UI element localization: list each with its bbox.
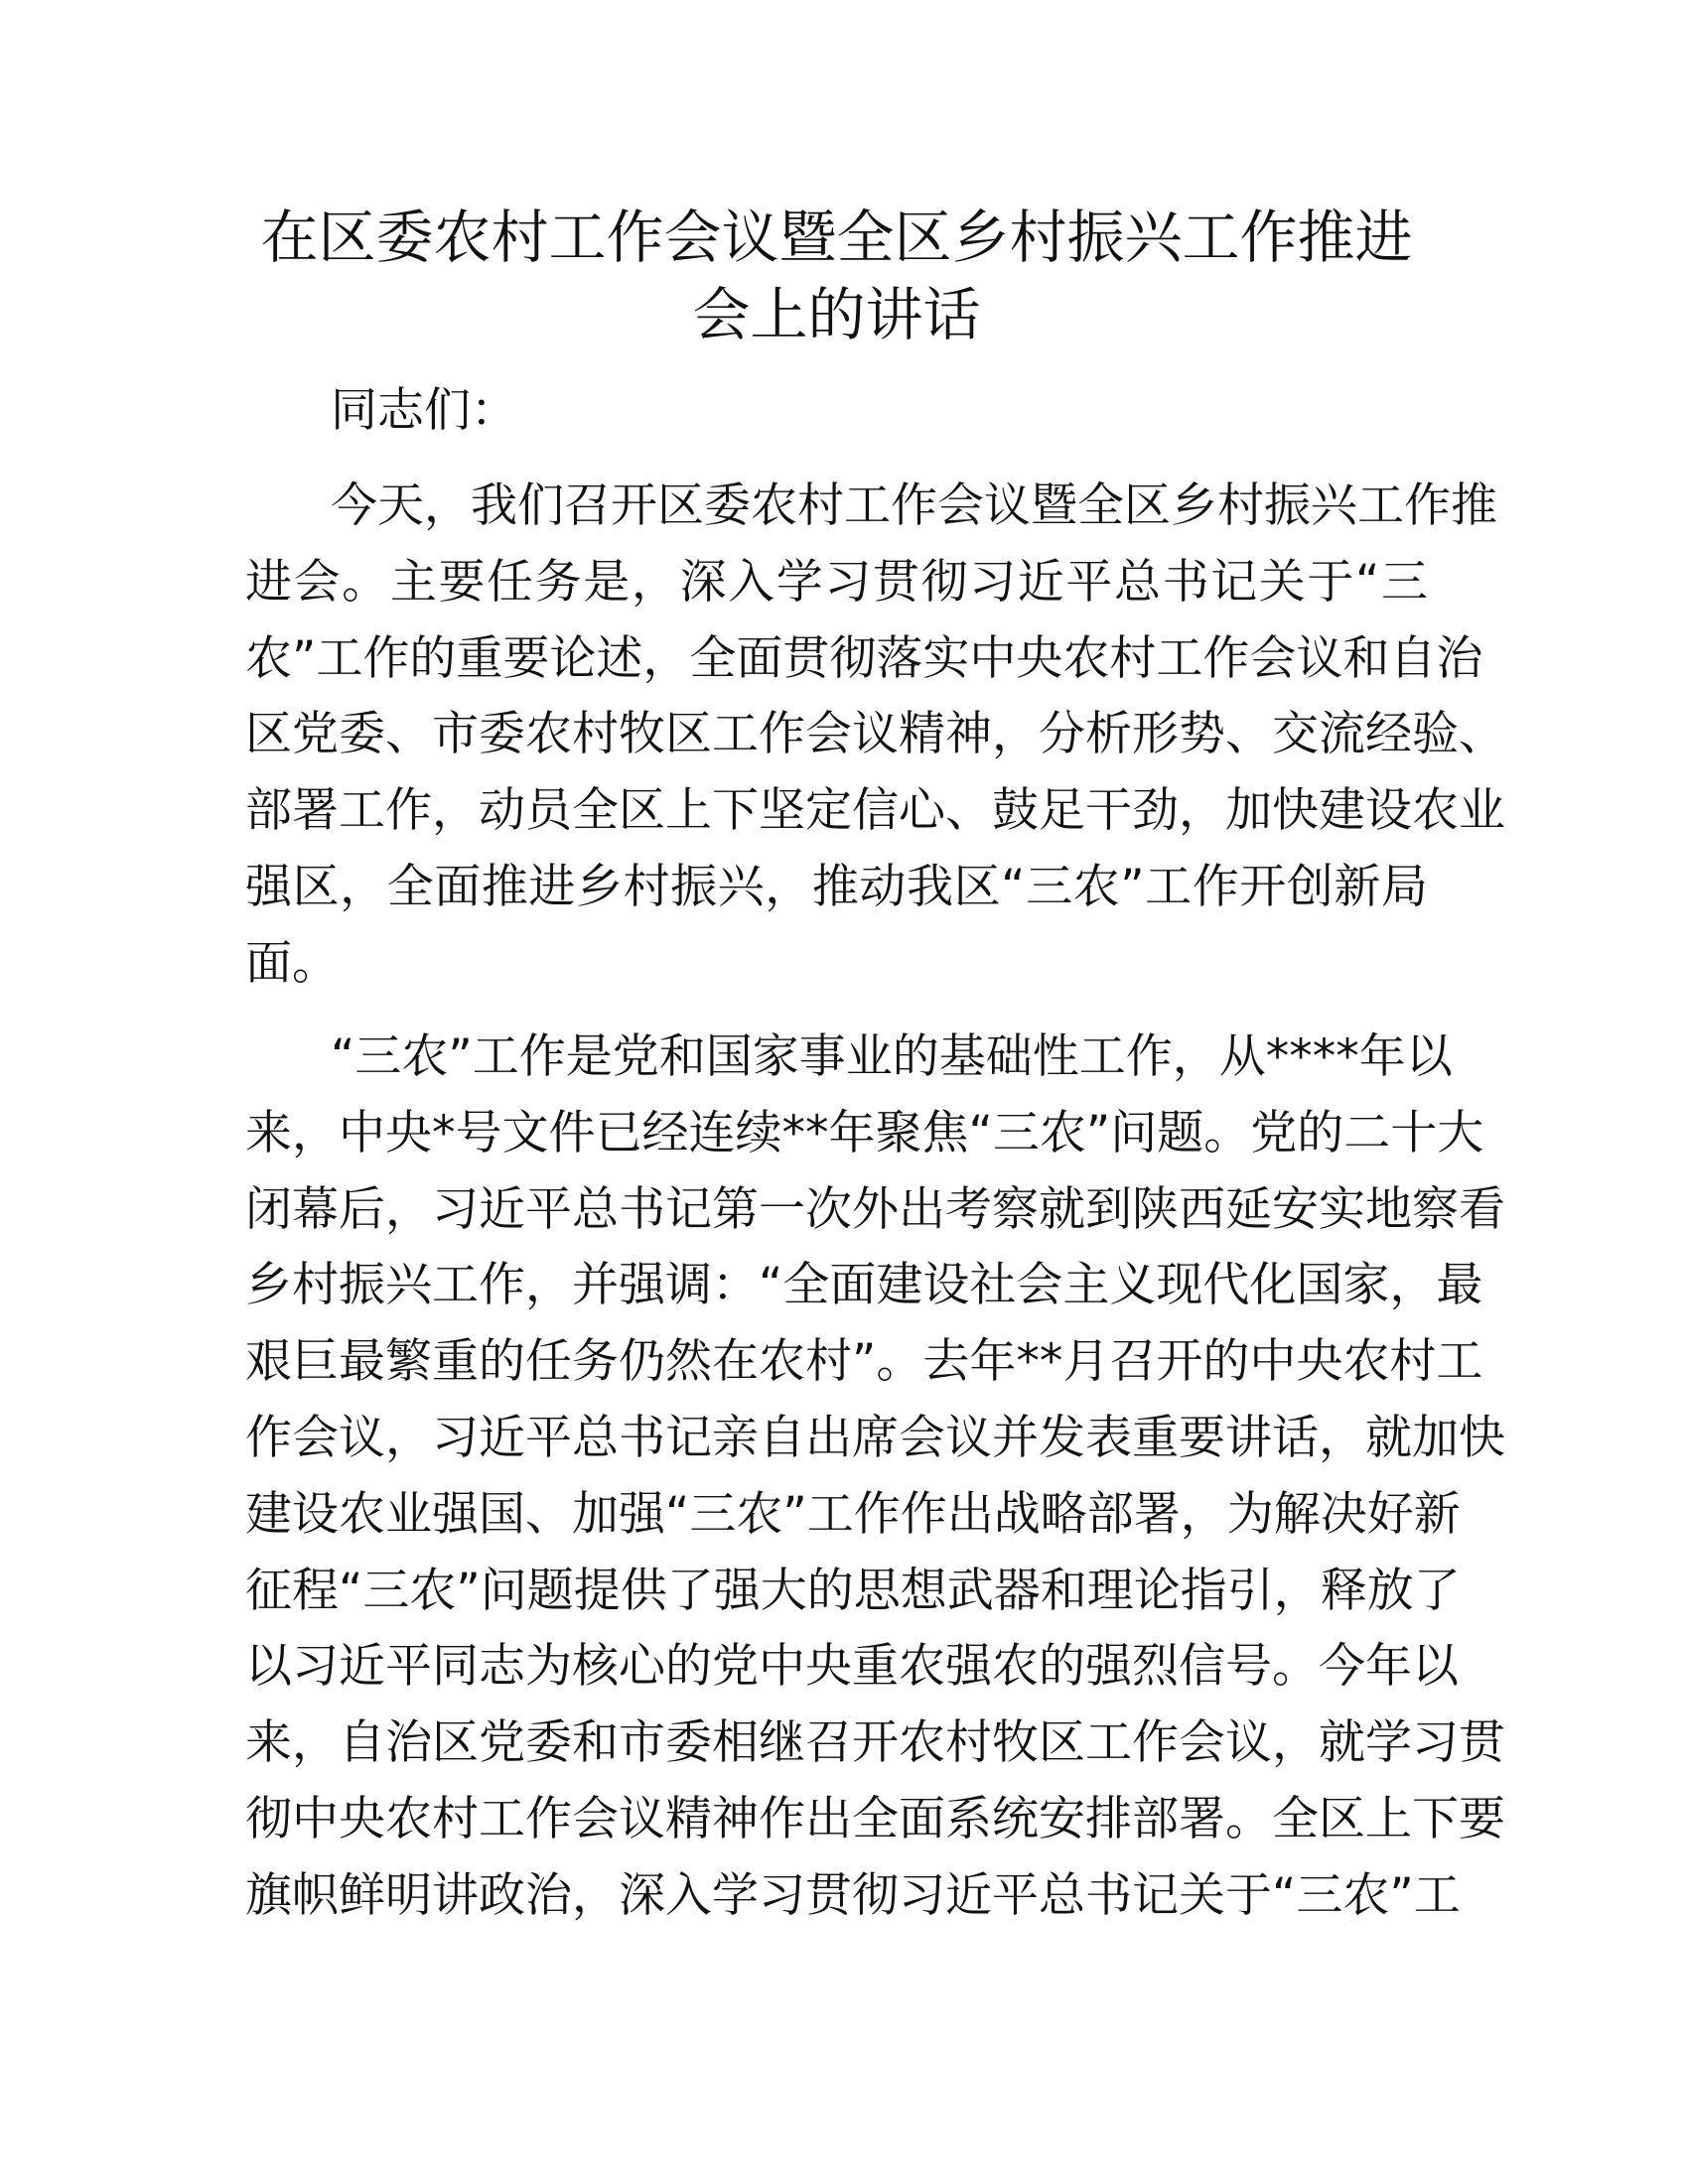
paragraph-2-line: 建设农业强国、加强“三农”工作作出战略部署，为解决好新 [245, 1486, 1461, 1542]
paragraph-1-line: 今天，我们召开区委农村工作会议暨全区乡村振兴工作推 [331, 478, 1497, 533]
paragraph-1-line: 区党委、市委农村牧区工作会议精神，分析形势、交流经验、 [245, 707, 1505, 762]
paragraph-1-line: 进会。主要任务是，深入学习贯彻习近平总书记关于“三 [245, 554, 1428, 610]
paragraph-2-line: “三农”工作是党和国家事业的基础性工作，从****年以 [331, 1029, 1453, 1084]
paragraph-2-line: 来，中央*号文件已经连续**年聚焦“三农”问题。党的二十大 [245, 1105, 1484, 1160]
paragraph-2-line: 以习近平同志为核心的党中央重农强农的强烈信号。今年以 [245, 1639, 1459, 1695]
paragraph-1-line: 面。 [245, 935, 339, 991]
paragraph-2-line: 乡村振兴工作，并强调：“全面建设社会主义现代化国家，最 [245, 1258, 1483, 1313]
paragraph-2-line: 征程“三农”问题提供了强大的思想武器和理论指引，释放了 [245, 1563, 1461, 1618]
paragraph-2-line: 艰巨最繁重的任务仍然在农村”。去年**月召开的中央农村工 [245, 1334, 1483, 1390]
salutation: 同志们： [331, 383, 517, 438]
paragraph-1-line: 强区，全面推进乡村振兴，推动我区“三农”工作开创新局 [245, 860, 1428, 914]
paragraph-1-line: 农”工作的重要论述，全面贯彻落实中央农村工作会议和自治 [245, 630, 1483, 686]
paragraph-2-line: 作会议，习近平总书记亲自出席会议并发表重要讲话，就加快 [245, 1411, 1505, 1465]
document-title-line-1: 在区委农村工作会议暨全区乡村振兴工作推进 [260, 204, 1413, 271]
paragraph-2-line: 闭幕后，习近平总书记第一次外出考察就到陕西延安实地察看 [245, 1181, 1505, 1237]
paragraph-1-line: 部署工作，动员全区上下坚定信心、鼓足干劲，加快建设农业 [245, 783, 1505, 839]
paragraph-2-line: 彻中央农村工作会议精神作出全面系统安排部署。全区上下要 [245, 1792, 1505, 1846]
paragraph-2-line: 旗帜鲜明讲政治，深入学习贯彻习近平总书记关于“三农”工 [245, 1867, 1461, 1923]
paragraph-2-line: 来，自治区党委和市委相继召开农村牧区工作会议，就学习贯 [245, 1715, 1505, 1771]
document-title-line-2: 会上的讲话 [692, 281, 981, 348]
